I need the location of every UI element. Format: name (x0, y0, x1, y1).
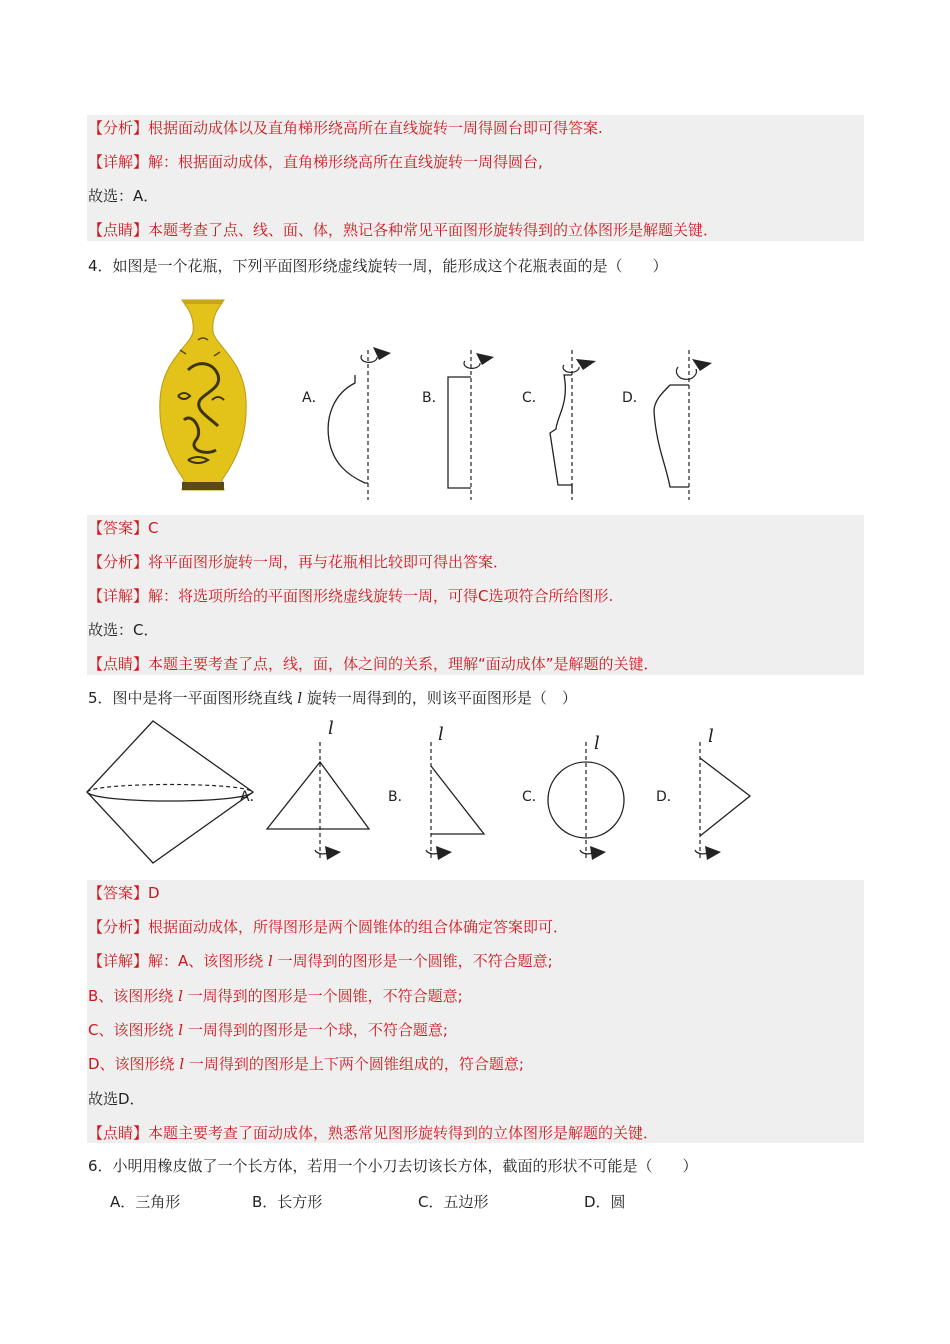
q5-comment: 【点睛】本题主要考查了面动成体，熟悉常见图形旋转得到的立体图形是解题的关键． (88, 1124, 659, 1142)
q5-option-a-axis-label: l (328, 718, 334, 739)
q5-option-a-label: A． (240, 789, 264, 805)
q5-detail-d-post: 一周得到的图形是上下两个圆锥组成的，符合题意; (184, 1055, 524, 1073)
q4-comment: 【点睛】本题主要考查了点，线，面，体之间的关系，理解“面动成体”是解题的关键． (88, 655, 659, 673)
q5-option-b-figure (412, 722, 502, 862)
q5-detail-a-l: l (268, 952, 273, 970)
q5-double-cone-figure (85, 718, 255, 868)
q5-option-c-label: C． (522, 789, 546, 805)
q4-option-a-figure (325, 345, 385, 505)
q4-option-a-label: A． (302, 390, 326, 406)
q4-option-d-label: D． (622, 390, 647, 406)
q4-answer: 【答案】C (88, 519, 159, 537)
q5-detail-d-l: l (179, 1055, 185, 1073)
q5-option-c-axis-label: l (594, 733, 600, 754)
q4-option-b-figure (440, 345, 500, 505)
q5-option-d-label: D． (656, 789, 681, 805)
q5-detail-b (88, 986, 463, 1006)
q4-question: 4．如图是一个花瓶，下列平面图形绕虚线旋转一周，能形成这个花瓶表面的是（ ） (88, 257, 668, 275)
q5-option-b-axis-label: l (438, 724, 444, 745)
q5-option-c-figure (542, 722, 642, 862)
q5-detail-a-pre: 【详解】解：A、该图形绕 (88, 952, 269, 970)
q5-detail-d (88, 1054, 524, 1074)
q5-option-d-axis-label: l (708, 726, 714, 747)
q6-option-c: C．五边形 (418, 1193, 489, 1211)
q5-detail-c-l: l (178, 1021, 184, 1039)
q5-option-d-figure (682, 722, 772, 862)
q5-question (88, 688, 577, 708)
q5-choice: 故选D． (88, 1090, 145, 1108)
q4-option-c-label: C． (522, 390, 546, 406)
q4-option-d-figure (648, 345, 718, 505)
q3-detail: 【详解】解：根据面动成体，直角梯形绕高所在直线旋转一周得圆台, (88, 153, 543, 171)
q5-detail-b-post: 一周得到的图形是一个圆锥，不符合题意; (182, 987, 463, 1005)
q5-analysis: 【分析】根据面动成体，所得图形是两个圆锥体的组合体确定答案即可． (88, 918, 569, 936)
q6-question: 6．小明用橡皮做了一个长方体，若用一个小刀去切该长方体，截面的形状不可能是（ ） (88, 1157, 698, 1175)
q5-answer: 【答案】D (88, 884, 160, 902)
q4-option-c-figure (540, 345, 610, 505)
q5-question-post: 旋转一周得到的，则该平面图形是（ ） (302, 689, 577, 707)
q5-option-b-label: B． (388, 789, 412, 805)
q3-choice: 故选：A． (88, 187, 159, 205)
q5-question-l: l (297, 689, 303, 707)
q5-question-pre: 5．图中是将一平面图形绕直线 (88, 689, 298, 707)
q5-detail-d-pre: D、该图形绕 (88, 1055, 180, 1073)
q5-detail-b-l: l (178, 987, 183, 1005)
q6-option-b: B．长方形 (252, 1193, 323, 1211)
q5-detail-a (88, 951, 553, 971)
q5-detail-c-post: 一周得到的图形是一个球，不符合题意; (183, 1021, 448, 1039)
q6-option-d: D．圆 (584, 1193, 626, 1211)
q3-comment: 【点睛】本题考查了点、线、面、体，熟记各种常见平面图形旋转得到的立体图形是解题关键． (88, 221, 719, 239)
q5-detail-c-pre: C、该图形绕 (88, 1021, 179, 1039)
q3-analysis: 【分析】根据面动成体以及直角梯形绕高所在直线旋转一周得圆台即可得答案. (88, 119, 603, 137)
q4-choice: 故选：C． (88, 621, 159, 639)
q4-detail: 【详解】解：将选项所给的平面图形绕虚线旋转一周，可得C选项符合所给图形. (88, 587, 614, 605)
q5-detail-b-pre: B、该图形绕 (88, 987, 179, 1005)
q5-detail-c (88, 1020, 448, 1040)
q6-option-a: A．三角形 (110, 1193, 181, 1211)
q4-option-b-label: B． (422, 390, 446, 406)
q4-analysis: 【分析】将平面图形旋转一周，再与花瓶相比较即可得出答案． (88, 553, 509, 571)
q5-option-a-figure (263, 722, 383, 862)
q5-detail-a-post: 一周得到的图形是一个圆锥，不符合题意; (272, 952, 553, 970)
vase-image (158, 300, 248, 490)
